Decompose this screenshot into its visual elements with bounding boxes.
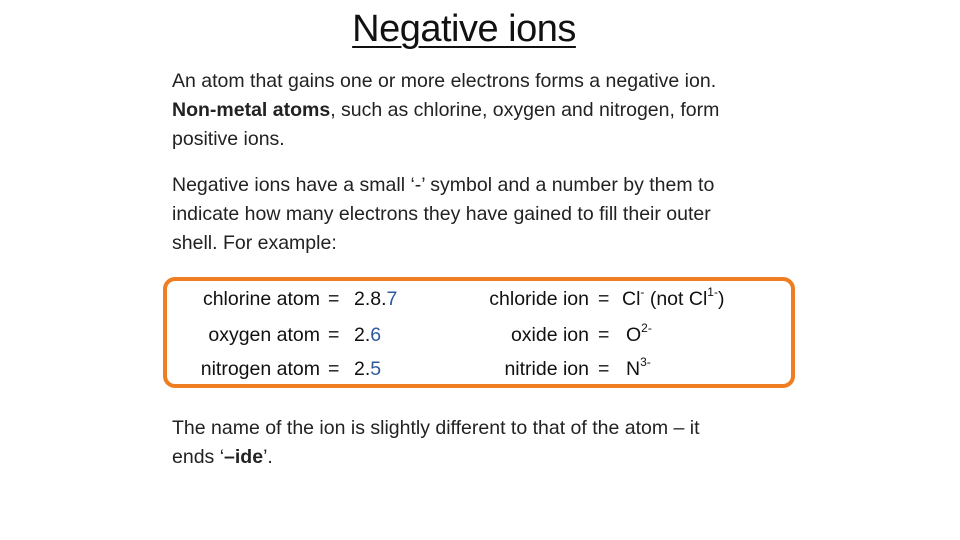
intro-line-3: positive ions. [172,128,285,150]
ion-charge: 2- [641,320,652,335]
symbol-line-1: Negative ions have a small ‘-’ symbol and a number by them to [172,174,715,196]
note-close: ) [717,288,725,310]
ion-name: chloride ion [489,288,589,310]
ide-line-2 [172,443,802,472]
non-metal-atoms-bold: Non-metal atoms [172,99,331,121]
config-main: 2. [354,324,371,346]
ide-suffix-bold: –ide [224,446,264,468]
ion-charge: - [640,284,645,299]
ion-name: nitride ion [504,358,589,380]
config-main: 2.8. [354,288,387,310]
ide-pre: ends ‘ [172,446,225,468]
config-outer-shell: 5 [370,358,382,380]
ion-name: oxide ion [510,324,589,346]
equals-sign: = [328,288,340,310]
ion-row-chloride [440,285,770,314]
ion-charge: 3- [640,354,651,369]
intro-paragraph [172,67,802,154]
intro-line-2-rest: , such as chlorine, oxygen and nitrogen, form [330,99,720,121]
config-main: 2. [354,358,371,380]
ion-row-oxide [440,321,770,350]
ide-paragraph [172,414,802,472]
electron-config [354,321,381,350]
symbol-paragraph [172,171,802,258]
equals-sign: = [598,358,610,380]
atom-row-nitrogen [170,355,430,384]
ion-symbol: Cl [622,288,641,310]
ide-line-1: The name of the ion is slightly different to that of the atom – it [172,417,700,439]
note-charge: 1- [707,284,718,299]
intro-line-1: An atom that gains one or more electrons forms a negative ion. [172,70,717,92]
symbol-line-3: shell. For example: [172,232,337,254]
electron-config [354,285,397,314]
ion-formula [626,321,652,350]
atom-name: nitrogen atom [200,358,320,380]
equals-sign: = [598,288,610,310]
equals-sign: = [328,358,340,380]
equals-sign: = [598,324,610,346]
ide-post: ’. [263,446,273,468]
atom-row-oxygen [170,321,430,350]
electron-config [354,355,381,384]
slide-title: Negative ions [352,8,576,50]
ion-symbol: O [626,324,642,346]
atom-name: chlorine atom [202,288,320,310]
ion-row-nitride [440,355,770,384]
ion-formula [626,355,651,384]
ion-formula [622,285,724,314]
config-outer-shell: 7 [386,288,398,310]
atom-row-chlorine [170,285,430,314]
note-open: (not Cl [649,288,708,310]
symbol-line-2: indicate how many electrons they have gained to fill their outer [172,203,711,225]
ion-symbol: N [626,358,641,380]
equals-sign: = [328,324,340,346]
config-outer-shell: 6 [370,324,382,346]
intro-line-2 [172,96,802,125]
atom-name: oxygen atom [208,324,320,346]
